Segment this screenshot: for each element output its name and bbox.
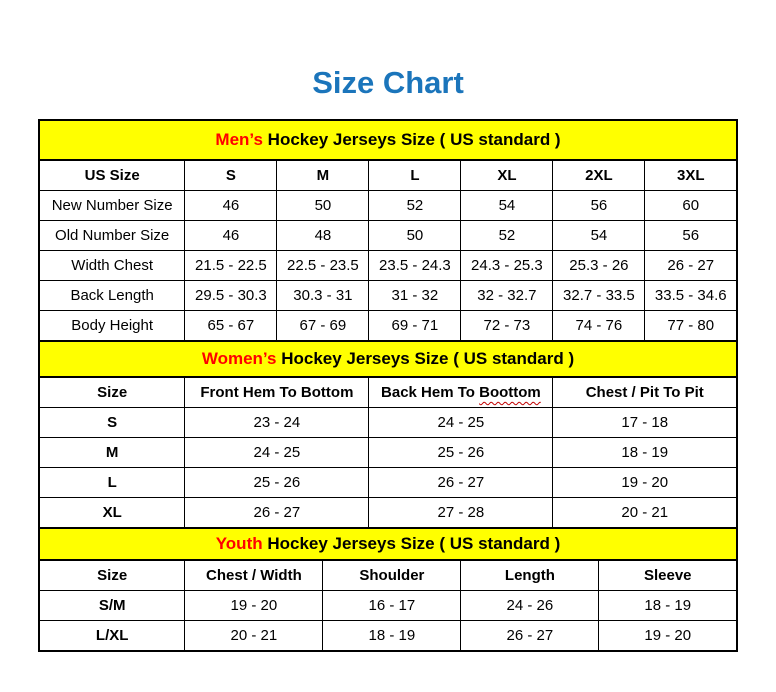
col-header-text: Back Hem To: [381, 384, 480, 401]
col-header-youth-3: Length: [461, 560, 599, 591]
cell-youth-1-1: 18 - 19: [323, 621, 461, 652]
cell-youth-0-2: 24 - 26: [461, 591, 599, 621]
cell-womens-3-0: 26 - 27: [185, 498, 369, 529]
cell-mens-0-3: 54: [461, 191, 553, 221]
col-header-mens-0: US Size: [39, 160, 185, 191]
section-banner-womens: [39, 341, 737, 377]
cell-mens-0-2: 52: [369, 191, 461, 221]
row-label: L: [39, 468, 185, 498]
cell-mens-0-4: 56: [553, 191, 645, 221]
banner-rest-text: Hockey Jerseys Size ( US standard ): [276, 349, 575, 368]
table-row-mens-Old Number Size: [39, 221, 737, 251]
cell-mens-3-4: 32.7 - 33.5: [553, 281, 645, 311]
cell-mens-1-2: 50: [369, 221, 461, 251]
banner-highlight-word: Men’s: [215, 130, 263, 149]
table-row-womens-L: [39, 468, 737, 498]
column-header-row-mens: [39, 160, 737, 191]
cell-mens-2-2: 23.5 - 24.3: [369, 251, 461, 281]
cell-mens-3-0: 29.5 - 30.3: [185, 281, 277, 311]
cell-mens-4-2: 69 - 71: [369, 311, 461, 342]
cell-mens-0-5: 60: [645, 191, 737, 221]
cell-youth-1-2: 26 - 27: [461, 621, 599, 652]
cell-mens-4-5: 77 - 80: [645, 311, 737, 342]
cell-mens-0-1: 50: [277, 191, 369, 221]
cell-mens-3-3: 32 - 32.7: [461, 281, 553, 311]
cell-mens-3-1: 30.3 - 31: [277, 281, 369, 311]
row-label: New Number Size: [39, 191, 185, 221]
col-header-womens-1: Front Hem To Bottom: [185, 377, 369, 408]
row-label: XL: [39, 498, 185, 529]
row-label: S/M: [39, 591, 185, 621]
banner-highlight-word: Youth: [215, 534, 263, 553]
cell-mens-4-4: 74 - 76: [553, 311, 645, 342]
cell-youth-0-1: 16 - 17: [323, 591, 461, 621]
row-label: S: [39, 408, 185, 438]
row-label: Width Chest: [39, 251, 185, 281]
cell-youth-1-0: 20 - 21: [185, 621, 323, 652]
col-header-womens-0: Size: [39, 377, 185, 408]
table-row-mens-New Number Size: [39, 191, 737, 221]
cell-womens-3-1: 27 - 28: [369, 498, 553, 529]
cell-womens-1-0: 24 - 25: [185, 438, 369, 468]
col-header-mens-2: M: [277, 160, 369, 191]
cell-mens-4-3: 72 - 73: [461, 311, 553, 342]
table-row-womens-S: [39, 408, 737, 438]
cell-womens-0-2: 17 - 18: [553, 408, 737, 438]
row-label: Body Height: [39, 311, 185, 342]
cell-mens-3-5: 33.5 - 34.6: [645, 281, 737, 311]
cell-womens-0-0: 23 - 24: [185, 408, 369, 438]
table-row-womens-XL: [39, 498, 737, 529]
cell-mens-1-0: 46: [185, 221, 277, 251]
cell-mens-2-1: 22.5 - 23.5: [277, 251, 369, 281]
cell-mens-2-4: 25.3 - 26: [553, 251, 645, 281]
column-header-row-youth: [39, 560, 737, 591]
page-title: Size Chart: [312, 65, 464, 100]
section-banner-title-youth: [39, 528, 737, 560]
col-header-youth-4: Sleeve: [599, 560, 737, 591]
col-header-womens-2: [369, 377, 553, 408]
col-header-youth-1: Chest / Width: [185, 560, 323, 591]
row-label: M: [39, 438, 185, 468]
misspelled-word-squiggle: Boottom: [479, 384, 541, 401]
col-header-mens-4: XL: [461, 160, 553, 191]
cell-womens-2-2: 19 - 20: [553, 468, 737, 498]
cell-mens-2-5: 26 - 27: [645, 251, 737, 281]
col-header-youth-0: Size: [39, 560, 185, 591]
cell-mens-1-5: 56: [645, 221, 737, 251]
size-chart-table: [38, 119, 738, 652]
table-row-mens-Back Length: [39, 281, 737, 311]
row-label: L/XL: [39, 621, 185, 652]
col-header-mens-1: S: [185, 160, 277, 191]
cell-mens-1-1: 48: [277, 221, 369, 251]
table-row-womens-M: [39, 438, 737, 468]
cell-mens-2-0: 21.5 - 22.5: [185, 251, 277, 281]
section-banner-youth: [39, 528, 737, 560]
cell-womens-1-2: 18 - 19: [553, 438, 737, 468]
row-label: Back Length: [39, 281, 185, 311]
table-row-youth-S/M: [39, 591, 737, 621]
cell-mens-2-3: 24.3 - 25.3: [461, 251, 553, 281]
cell-mens-1-4: 54: [553, 221, 645, 251]
banner-rest-text: Hockey Jerseys Size ( US standard ): [262, 130, 561, 149]
cell-youth-1-3: 19 - 20: [599, 621, 737, 652]
table-row-mens-Width Chest: [39, 251, 737, 281]
cell-womens-0-1: 24 - 25: [369, 408, 553, 438]
cell-mens-1-3: 52: [461, 221, 553, 251]
col-header-mens-5: 2XL: [553, 160, 645, 191]
section-banner-title-womens: [39, 341, 737, 377]
col-header-mens-3: L: [369, 160, 461, 191]
col-header-womens-3: Chest / Pit To Pit: [553, 377, 737, 408]
col-header-mens-6: 3XL: [645, 160, 737, 191]
column-header-row-womens: [39, 377, 737, 408]
cell-youth-0-3: 18 - 19: [599, 591, 737, 621]
table-row-mens-Body Height: [39, 311, 737, 342]
cell-womens-3-2: 20 - 21: [553, 498, 737, 529]
cell-womens-2-0: 25 - 26: [185, 468, 369, 498]
table-row-youth-L/XL: [39, 621, 737, 652]
cell-mens-0-0: 46: [185, 191, 277, 221]
col-header-youth-2: Shoulder: [323, 560, 461, 591]
cell-womens-1-1: 25 - 26: [369, 438, 553, 468]
cell-mens-4-1: 67 - 69: [277, 311, 369, 342]
size-chart-table-body: [39, 120, 737, 651]
banner-highlight-word: Women’s: [201, 349, 277, 368]
banner-rest-text: Hockey Jerseys Size ( US standard ): [262, 534, 561, 553]
row-label: Old Number Size: [39, 221, 185, 251]
cell-mens-4-0: 65 - 67: [185, 311, 277, 342]
cell-youth-0-0: 19 - 20: [185, 591, 323, 621]
cell-mens-3-2: 31 - 32: [369, 281, 461, 311]
section-banner-mens: [39, 120, 737, 160]
cell-womens-2-1: 26 - 27: [369, 468, 553, 498]
section-banner-title-mens: [39, 120, 737, 160]
